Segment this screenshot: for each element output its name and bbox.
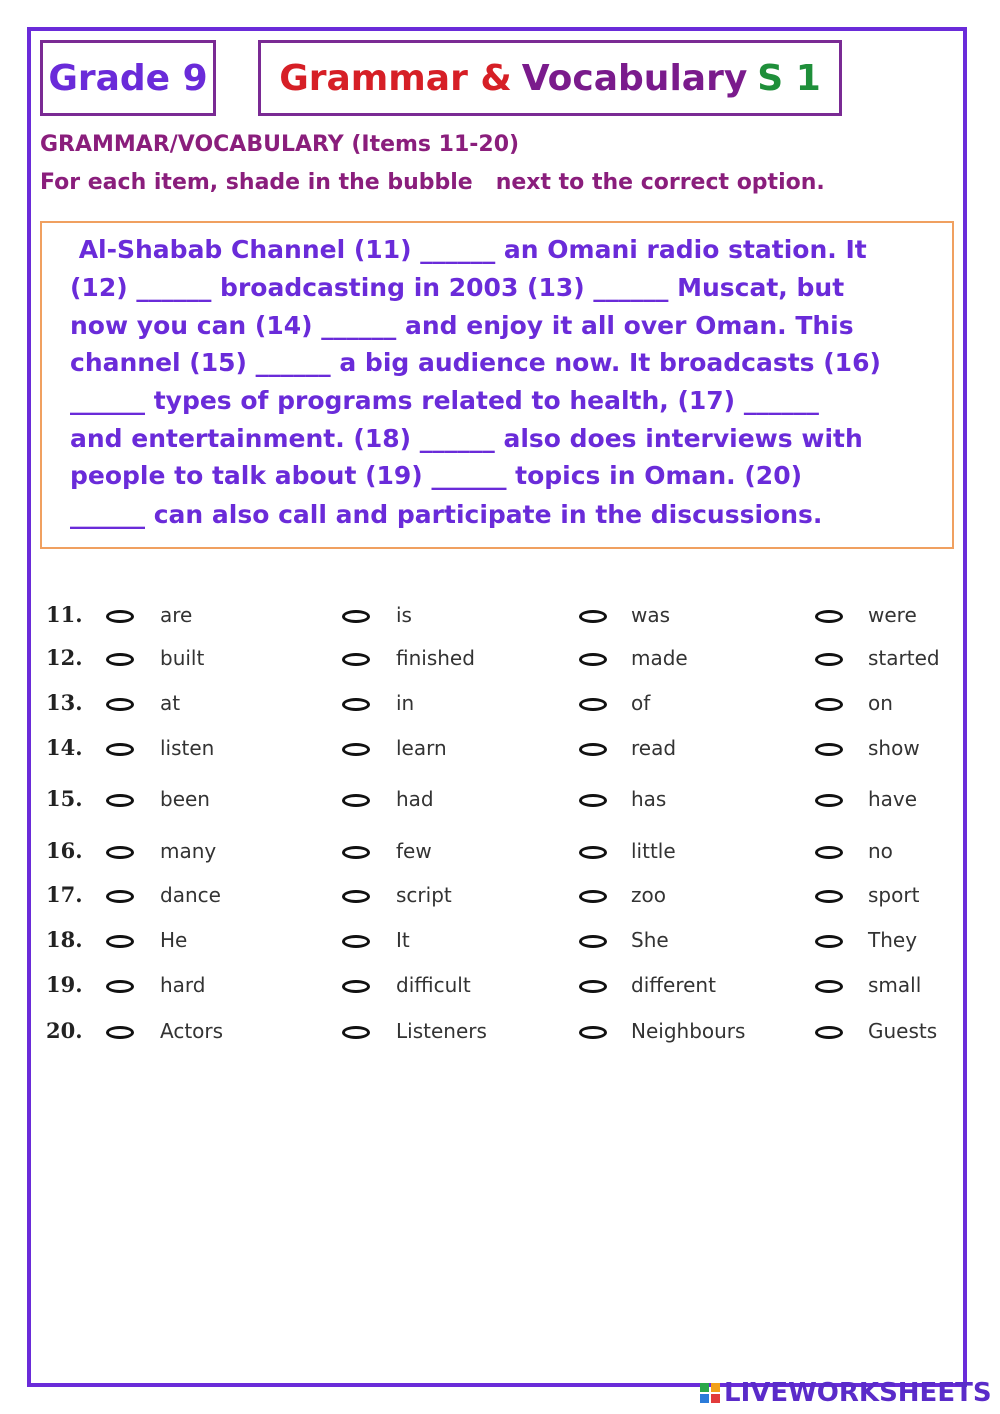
option-label: is <box>396 603 412 627</box>
item-number: 11. <box>46 602 83 627</box>
option-label: Listeners <box>396 1019 487 1043</box>
option-label: zoo <box>631 883 666 907</box>
answer-bubble[interactable] <box>579 653 607 666</box>
option-label: learn <box>396 736 447 760</box>
answer-bubble[interactable] <box>342 610 370 623</box>
title-part-set: S 1 <box>757 57 821 99</box>
grade-label: Grade 9 <box>48 57 208 99</box>
answer-bubble[interactable] <box>579 794 607 807</box>
answer-bubble[interactable] <box>579 890 607 903</box>
option-label: show <box>868 736 920 760</box>
passage-line: now you can (14) ______ and enjoy it all over Oman. This <box>70 311 854 340</box>
liveworksheets-logo <box>700 1378 992 1408</box>
item-number: 17. <box>46 882 83 907</box>
option-label: has <box>631 787 667 811</box>
liveworksheets-logo-icon <box>700 1383 720 1403</box>
item-number: 18. <box>46 927 83 952</box>
option-label: were <box>868 603 917 627</box>
passage-line: people to talk about (19) ______ topics in Oman. (20) <box>70 461 803 490</box>
option-label: few <box>396 839 432 863</box>
answer-bubble[interactable] <box>342 846 370 859</box>
option-label: built <box>160 646 205 670</box>
passage-line: (12) ______ broadcasting in 2003 (13) ______ Muscat, but <box>70 273 845 302</box>
title-part-grammar: Grammar & <box>279 57 512 99</box>
option-label: no <box>868 839 893 863</box>
option-label: dance <box>160 883 221 907</box>
section-heading: GRAMMAR/VOCABULARY (Items 11-20) <box>40 132 520 157</box>
answer-bubble[interactable] <box>815 890 843 903</box>
option-label: made <box>631 646 688 670</box>
answer-bubble[interactable] <box>815 935 843 948</box>
answer-bubble[interactable] <box>106 653 134 666</box>
option-label: script <box>396 883 452 907</box>
answer-bubble[interactable] <box>579 935 607 948</box>
passage-line: and entertainment. (18) ______ also does interviews with <box>70 424 863 453</box>
answer-bubble[interactable] <box>106 1026 134 1039</box>
item-number: 14. <box>46 735 83 760</box>
option-label: different <box>631 973 716 997</box>
passage-box <box>40 221 954 549</box>
item-number: 16. <box>46 838 83 863</box>
item-number: 15. <box>46 786 83 811</box>
item-number: 12. <box>46 645 83 670</box>
option-label: Actors <box>160 1019 224 1043</box>
answer-bubble[interactable] <box>342 890 370 903</box>
answer-bubble[interactable] <box>815 698 843 711</box>
option-label: been <box>160 787 210 811</box>
answer-bubble[interactable] <box>579 846 607 859</box>
option-label: started <box>868 646 940 670</box>
passage-line: Al-Shabab Channel (11) ______ an Omani radio station. It <box>70 235 867 264</box>
answer-bubble[interactable] <box>106 846 134 859</box>
item-number: 19. <box>46 972 83 997</box>
answer-bubble[interactable] <box>815 743 843 756</box>
answer-bubble[interactable] <box>342 1026 370 1039</box>
answer-bubble[interactable] <box>106 890 134 903</box>
instruction-text: For each item, shade in the bubble next to the correct option. <box>40 170 825 195</box>
item-number: 20. <box>46 1018 83 1043</box>
title-part-vocabulary: Vocabulary <box>521 57 748 99</box>
option-label: have <box>868 787 918 811</box>
option-label: listen <box>160 736 215 760</box>
option-label: Guests <box>868 1019 938 1043</box>
answer-bubble[interactable] <box>579 698 607 711</box>
answer-bubble[interactable] <box>815 794 843 807</box>
option-label: at <box>160 691 181 715</box>
option-label: read <box>631 736 677 760</box>
option-label: small <box>868 973 922 997</box>
title-box <box>258 40 842 116</box>
option-label: finished <box>396 646 475 670</box>
option-label: sport <box>868 883 920 907</box>
answer-bubble[interactable] <box>342 935 370 948</box>
option-label: had <box>396 787 434 811</box>
answer-bubble[interactable] <box>342 653 370 666</box>
passage-line: channel (15) ______ a big audience now. It broadcasts (16) <box>70 348 881 377</box>
answer-bubble[interactable] <box>815 846 843 859</box>
answer-bubble[interactable] <box>106 794 134 807</box>
answer-bubble[interactable] <box>579 610 607 623</box>
answer-bubble[interactable] <box>815 980 843 993</box>
answer-bubble[interactable] <box>106 980 134 993</box>
option-label: many <box>160 839 217 863</box>
answer-bubble[interactable] <box>579 743 607 756</box>
answer-bubble[interactable] <box>342 980 370 993</box>
answer-bubble[interactable] <box>342 794 370 807</box>
answer-bubble[interactable] <box>342 743 370 756</box>
option-label: was <box>631 603 671 627</box>
option-label: They <box>868 928 918 952</box>
item-number: 13. <box>46 690 83 715</box>
option-label: Neighbours <box>631 1019 746 1043</box>
answer-bubble[interactable] <box>815 1026 843 1039</box>
answer-bubble[interactable] <box>106 743 134 756</box>
answer-bubble[interactable] <box>106 610 134 623</box>
option-label: It <box>396 928 410 952</box>
answer-bubble[interactable] <box>342 698 370 711</box>
answer-bubble[interactable] <box>815 653 843 666</box>
option-label: little <box>631 839 676 863</box>
passage-line: ______ can also call and participate in the discussions. <box>70 500 823 529</box>
answer-bubble[interactable] <box>579 980 607 993</box>
passage-line: ______ types of programs related to health, (17) ______ <box>70 386 819 415</box>
answer-bubble[interactable] <box>106 698 134 711</box>
option-label: difficult <box>396 973 471 997</box>
option-label: on <box>868 691 893 715</box>
option-label: He <box>160 928 188 952</box>
option-label: hard <box>160 973 206 997</box>
option-label: in <box>396 691 415 715</box>
option-label: She <box>631 928 669 952</box>
answer-bubble[interactable] <box>815 610 843 623</box>
option-label: of <box>631 691 651 715</box>
liveworksheets-brand: LIVEWORKSHEETS <box>724 1378 992 1408</box>
answer-bubble[interactable] <box>106 935 134 948</box>
option-label: are <box>160 603 193 627</box>
grade-label-box <box>40 40 216 116</box>
answer-bubble[interactable] <box>579 1026 607 1039</box>
